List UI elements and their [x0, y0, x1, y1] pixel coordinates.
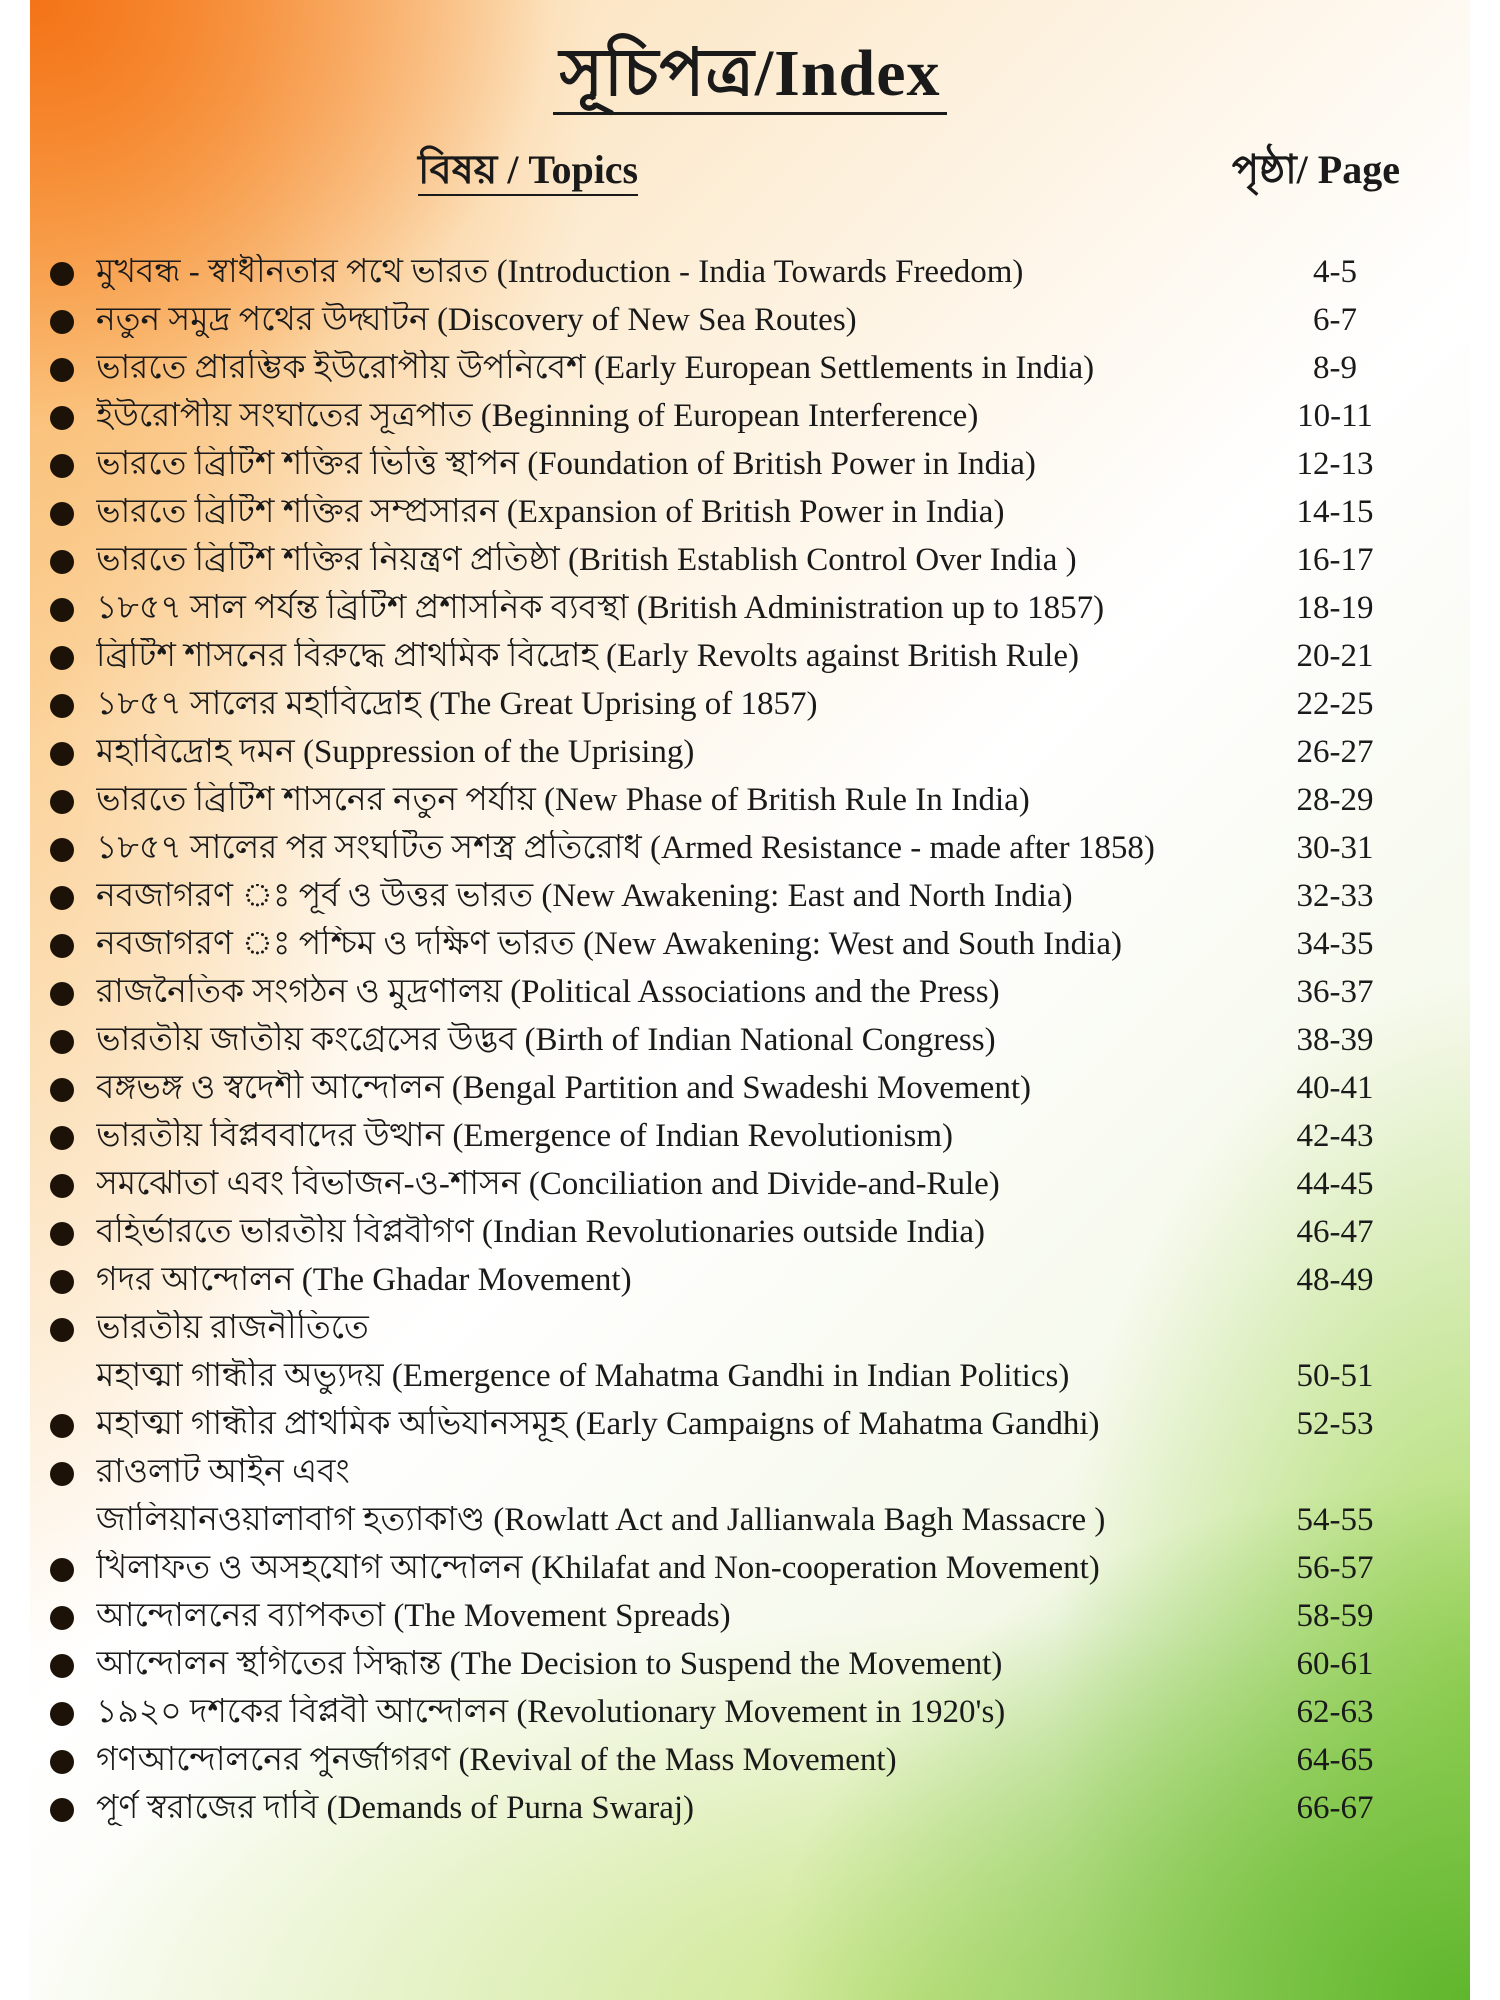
- toc-row: [30, 1400, 1470, 1448]
- toc-row: [30, 1352, 1470, 1400]
- toc-page-range: 10-11: [1297, 398, 1373, 434]
- toc-row: [30, 536, 1470, 584]
- toc-page-range: 4-5: [1313, 254, 1357, 290]
- toc-row: [30, 1736, 1470, 1784]
- toc-topic: ভারতীয় রাজনীতিতে: [96, 1310, 369, 1346]
- bullet-icon: [50, 1270, 74, 1294]
- bullet-icon: [50, 982, 74, 1006]
- toc-row: [30, 872, 1470, 920]
- bullet-icon: [50, 838, 74, 862]
- toc-page-range: 58-59: [1296, 1598, 1374, 1634]
- toc-page-range: 54-55: [1296, 1502, 1374, 1538]
- toc-row: [30, 1160, 1470, 1208]
- toc-page-range: 44-45: [1296, 1166, 1374, 1202]
- toc-topic: ভারতে ব্রিটিশ শক্তির সম্প্রসারন (Expansion of British Power in India): [96, 494, 1005, 530]
- bullet-icon: [50, 1462, 74, 1486]
- toc-topic: ভারতীয় জাতীয় কংগ্রেসের উদ্ভব (Birth of Indian National Congress): [96, 1022, 996, 1058]
- toc-page-range: 20-21: [1296, 638, 1374, 674]
- toc-topic: মহাবিদ্রোহ দমন (Suppression of the Uprising): [96, 734, 695, 770]
- toc-page-range: 36-37: [1296, 974, 1374, 1010]
- toc-row: [30, 728, 1470, 776]
- toc-page-range: 32-33: [1296, 878, 1374, 914]
- toc-row: [30, 1112, 1470, 1160]
- toc-topic: নবজাগরণ ঃ পশ্চিম ও দক্ষিণ ভারত (New Awakening: West and South India): [96, 926, 1122, 962]
- bullet-icon: [50, 886, 74, 910]
- bullet-icon: [50, 550, 74, 574]
- bullet-icon: [50, 790, 74, 814]
- toc-row: [30, 488, 1470, 536]
- toc-topic: সমঝোতা এবং বিভাজন-ও-শাসন (Conciliation and Divide-and-Rule): [96, 1166, 1000, 1202]
- toc-row: [30, 248, 1470, 296]
- bullet-icon: [50, 406, 74, 430]
- bullet-icon: [50, 1222, 74, 1246]
- index-page: [30, 0, 1470, 2000]
- toc-page-range: 12-13: [1296, 446, 1374, 482]
- topics-header-text: বিষয় / Topics: [418, 147, 638, 196]
- toc-topic: ১৮৫৭ সাল পর্যন্ত ব্রিটিশ প্রশাসনিক ব্যবস্থা (British Administration up to 1857): [96, 590, 1105, 626]
- toc-row: [30, 1496, 1470, 1544]
- toc-row: [30, 1304, 1470, 1352]
- page-title: [30, 22, 1470, 132]
- toc-page-range: 64-65: [1296, 1742, 1374, 1778]
- toc-row: [30, 824, 1470, 872]
- toc-topic: বহির্ভারতে ভারতীয় বিপ্লবীগণ (Indian Revolutionaries outside India): [96, 1214, 986, 1250]
- toc-row: [30, 920, 1470, 968]
- toc-topic: জালিয়ানওয়ালাবাগ হত্যাকাণ্ড (Rowlatt Act and Jallianwala Bagh Massacre ): [96, 1502, 1106, 1538]
- toc-topic: ভারতীয় বিপ্লববাদের উত্থান (Emergence of Indian Revolutionism): [96, 1118, 954, 1154]
- toc-page-range: 8-9: [1313, 350, 1357, 386]
- bullet-icon: [50, 1030, 74, 1054]
- bullet-icon: [50, 454, 74, 478]
- toc-topic: ভারতে ব্রিটিশ শাসনের নতুন পর্যায় (New Phase of British Rule In India): [96, 782, 1030, 818]
- toc-row: [30, 968, 1470, 1016]
- toc-page-range: 38-39: [1296, 1022, 1374, 1058]
- page-title-text: সূচিপত্র/Index: [553, 37, 946, 115]
- toc-page-range: 30-31: [1296, 830, 1374, 866]
- toc-row: [30, 1208, 1470, 1256]
- bullet-icon: [50, 1558, 74, 1582]
- page-column-header: পৃষ্ঠা/ Page: [1231, 147, 1400, 192]
- bullet-icon: [50, 694, 74, 718]
- bullet-icon: [50, 1078, 74, 1102]
- toc-topic: ১৯২০ দশকের বিপ্লবী আন্দোলন (Revolutionary Movement in 1920's): [96, 1694, 1006, 1730]
- toc-page-range: 14-15: [1296, 494, 1374, 530]
- toc-row: [30, 776, 1470, 824]
- bullet-icon: [50, 934, 74, 958]
- toc-topic: বঙ্গভঙ্গ ও স্বদেশী আন্দোলন (Bengal Partition and Swadeshi Movement): [96, 1070, 1031, 1106]
- toc-page-range: 34-35: [1296, 926, 1374, 962]
- toc-topic: ভারতে ব্রিটিশ শক্তির নিয়ন্ত্রণ প্রতিষ্ঠা (British Establish Control Over India ): [96, 542, 1077, 578]
- toc-row: [30, 1016, 1470, 1064]
- bullet-icon: [50, 1654, 74, 1678]
- toc-topic: গদর আন্দোলন (The Ghadar Movement): [96, 1262, 632, 1298]
- bullet-icon: [50, 310, 74, 334]
- toc-topic: ভারতে প্রারম্ভিক ইউরোপীয় উপনিবেশ (Early European Settlements in India): [96, 350, 1095, 386]
- toc-topic: আন্দোলনের ব্যাপকতা (The Movement Spreads): [96, 1598, 731, 1634]
- bullet-icon: [50, 742, 74, 766]
- toc-page-range: 18-19: [1296, 590, 1374, 626]
- toc-page-range: 42-43: [1296, 1118, 1374, 1154]
- bullet-icon: [50, 1126, 74, 1150]
- toc-topic: নবজাগরণ ঃ পূর্ব ও উত্তর ভারত (New Awakening: East and North India): [96, 878, 1073, 914]
- bullet-icon: [50, 646, 74, 670]
- toc-page-range: 26-27: [1296, 734, 1374, 770]
- bullet-icon: [50, 1174, 74, 1198]
- toc-page-range: 52-53: [1296, 1406, 1374, 1442]
- toc-row: [30, 1064, 1470, 1112]
- toc-row: [30, 632, 1470, 680]
- toc-row: [30, 1640, 1470, 1688]
- toc-page-range: 66-67: [1296, 1790, 1374, 1826]
- toc-topic: পূর্ণ স্বরাজের দাবি (Demands of Purna Swaraj): [96, 1790, 695, 1826]
- toc-page-range: 28-29: [1296, 782, 1374, 818]
- toc-topic: গণআন্দোলনের পুনর্জাগরণ (Revival of the Mass Movement): [96, 1742, 897, 1778]
- toc-topic: নতুন সমুদ্র পথের উদ্ঘাটন (Discovery of New Sea Routes): [96, 302, 857, 338]
- toc-topic: মুখবন্ধ - স্বাধীনতার পথে ভারত (Introduction - India Towards Freedom): [96, 254, 1024, 290]
- bullet-icon: [50, 262, 74, 286]
- bullet-icon: [50, 358, 74, 382]
- toc-page-range: 48-49: [1296, 1262, 1374, 1298]
- toc-topic: ১৮৫৭ সালের মহাবিদ্রোহ (The Great Uprising of 1857): [96, 686, 818, 722]
- toc-page-range: 40-41: [1296, 1070, 1374, 1106]
- toc-page-range: 56-57: [1296, 1550, 1374, 1586]
- toc-topic: রাওলাট আইন এবং: [96, 1454, 350, 1490]
- toc-row: [30, 296, 1470, 344]
- topics-column-header: [418, 138, 638, 205]
- toc-page-range: 6-7: [1313, 302, 1357, 338]
- toc-row: [30, 440, 1470, 488]
- toc-page-range: 62-63: [1296, 1694, 1374, 1730]
- toc-topic: ব্রিটিশ শাসনের বিরুদ্ধে প্রাথমিক বিদ্রোহ (Early Revolts against British Rule): [96, 638, 1079, 674]
- toc-row: [30, 1592, 1470, 1640]
- toc-row: [30, 344, 1470, 392]
- toc-topic: মহাত্মা গান্ধীর অভ্যুদয় (Emergence of Mahatma Gandhi in Indian Politics): [96, 1358, 1070, 1394]
- bullet-icon: [50, 1750, 74, 1774]
- toc-row: [30, 1544, 1470, 1592]
- toc-topic: ১৮৫৭ সালের পর সংঘটিত সশস্ত্র প্রতিরোধ (Armed Resistance - made after 1858): [96, 830, 1155, 866]
- toc-row: [30, 584, 1470, 632]
- bullet-icon: [50, 1702, 74, 1726]
- bullet-icon: [50, 598, 74, 622]
- toc-topic: খিলাফত ও অসহযোগ আন্দোলন (Khilafat and Non-cooperation Movement): [96, 1550, 1100, 1586]
- toc-page-range: 22-25: [1296, 686, 1374, 722]
- toc-row: [30, 680, 1470, 728]
- bullet-icon: [50, 1414, 74, 1438]
- toc-row: [30, 1784, 1470, 1832]
- bullet-icon: [50, 502, 74, 526]
- toc-page-range: 16-17: [1296, 542, 1374, 578]
- toc-topic: মহাত্মা গান্ধীর প্রাথমিক অভিযানসমূহ (Early Campaigns of Mahatma Gandhi): [96, 1406, 1100, 1442]
- toc-topic: আন্দোলন স্থগিতের সিদ্ধান্ত (The Decision to Suspend the Movement): [96, 1646, 1003, 1682]
- toc-topic: ইউরোপীয় সংঘাতের সূত্রপাত (Beginning of European Interference): [96, 398, 979, 434]
- toc-list: [30, 248, 1470, 1832]
- toc-row: [30, 1688, 1470, 1736]
- toc-topic: ভারতে ব্রিটিশ শক্তির ভিত্তি স্থাপন (Foundation of British Power in India): [96, 446, 1036, 482]
- toc-page-range: 50-51: [1296, 1358, 1374, 1394]
- toc-row: [30, 392, 1470, 440]
- toc-page-range: 60-61: [1296, 1646, 1374, 1682]
- bullet-icon: [50, 1318, 74, 1342]
- bullet-icon: [50, 1798, 74, 1822]
- toc-row: [30, 1448, 1470, 1496]
- toc-row: [30, 1256, 1470, 1304]
- toc-topic: রাজনৈতিক সংগঠন ও মুদ্রণালয় (Political Associations and the Press): [96, 974, 1000, 1010]
- toc-page-range: 46-47: [1296, 1214, 1374, 1250]
- bullet-icon: [50, 1606, 74, 1630]
